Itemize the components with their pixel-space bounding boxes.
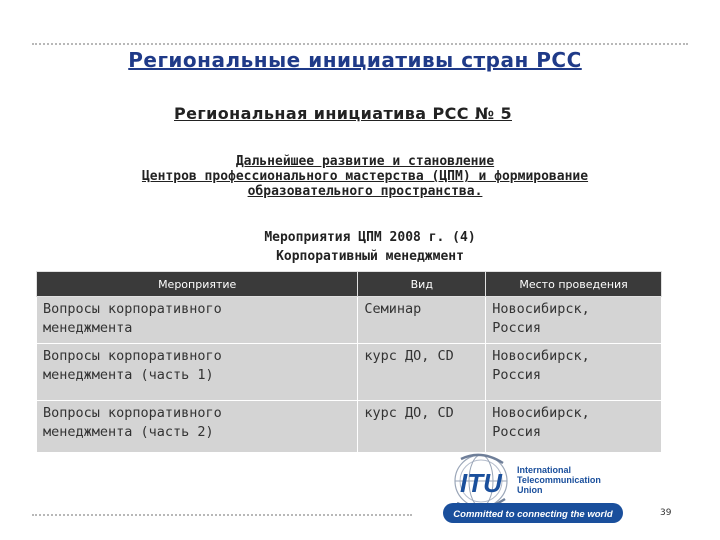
event-line: менеджмента <box>43 320 133 336</box>
logo-name-line: Telecommunication <box>517 475 601 485</box>
events-table <box>36 271 662 453</box>
type-cell: Семинар <box>358 297 486 344</box>
logo-acronym: ITU <box>460 468 502 498</box>
event-cell <box>37 297 358 344</box>
event-line: Вопросы корпоративного <box>43 301 222 317</box>
event-line: менеджмента (часть 2) <box>43 424 214 440</box>
place-line: Россия <box>492 424 541 440</box>
column-header-event: Мероприятие <box>37 272 358 297</box>
logo-name-line: Union <box>517 485 543 495</box>
event-line: менеджмента (часть 1) <box>43 367 214 383</box>
events-heading-line: Корпоративный менеджмент <box>276 249 464 264</box>
place-line: Россия <box>492 367 541 383</box>
place-line: Новосибирск, <box>492 301 590 317</box>
logo-name-line: International <box>517 465 572 475</box>
events-heading <box>0 228 720 266</box>
event-cell <box>37 401 358 453</box>
description-line: Дальнейшее развитие и становление <box>235 154 495 169</box>
place-cell <box>486 344 662 401</box>
initiative-description <box>20 154 710 199</box>
event-cell <box>37 344 358 401</box>
column-header-type: Вид <box>358 272 486 297</box>
type-cell: курс ДО, CD <box>358 344 486 401</box>
column-header-place: Место проведения <box>486 272 662 297</box>
description-line: образовательного пространства. <box>247 184 483 199</box>
itu-logo <box>441 445 661 525</box>
table-header-row <box>37 272 662 297</box>
logo-tagline: Committed to connecting the world <box>453 509 613 520</box>
place-line: Новосибирск, <box>492 348 590 364</box>
place-line: Россия <box>492 320 541 336</box>
place-line: Новосибирск, <box>492 405 590 421</box>
events-heading-line: Мероприятия ЦПМ 2008 г. (4) <box>264 230 476 245</box>
slide-title: Региональные инициативы стран РСС <box>128 48 582 72</box>
place-cell <box>486 297 662 344</box>
event-line: Вопросы корпоративного <box>43 405 222 421</box>
slide-subtitle: Региональная инициатива РСС № 5 <box>174 104 512 123</box>
bottom-dotted-divider <box>32 514 412 516</box>
table-row <box>37 344 662 401</box>
event-line: Вопросы корпоративного <box>43 348 222 364</box>
description-line: Центров профессионального мастерства (ЦПМ) и формирование <box>141 169 589 184</box>
page-number: 39 <box>660 508 672 518</box>
table-row <box>37 297 662 344</box>
type-cell: курс ДО, CD <box>358 401 486 453</box>
top-dotted-divider <box>32 43 688 45</box>
